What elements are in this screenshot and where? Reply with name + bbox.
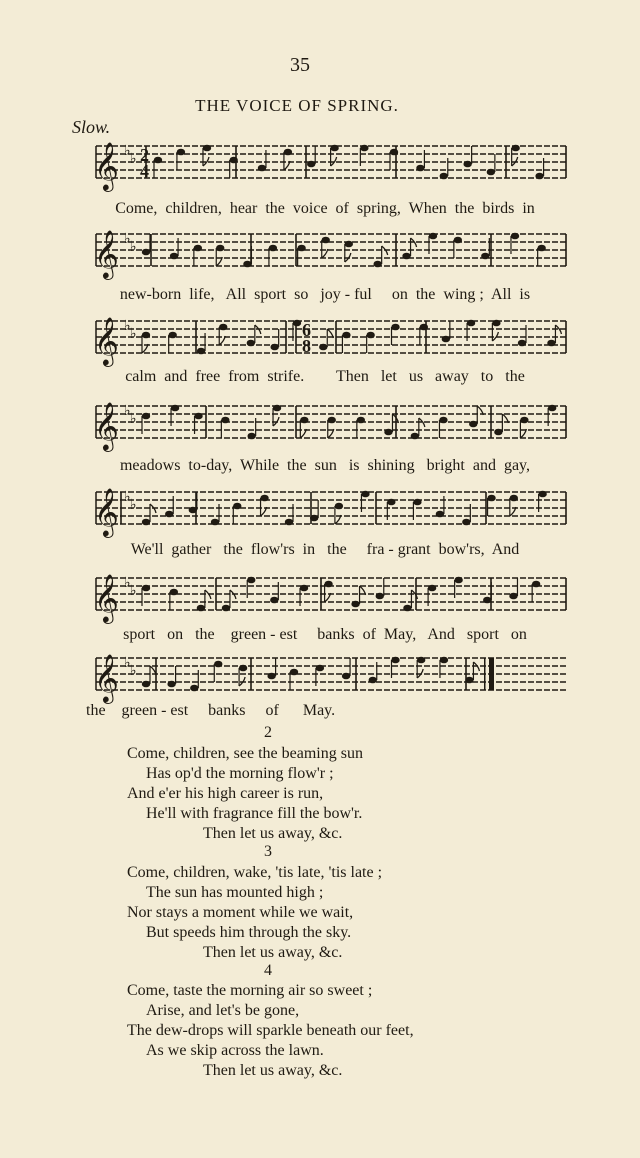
verse-line: Arise, and let's be gone,: [146, 1002, 300, 1019]
treble-clef-icon: 𝄞: [94, 487, 119, 536]
note-head: [171, 405, 179, 412]
staff-lines: [96, 400, 566, 448]
lyric-line-3: calm and free from strife. Then let us away to the: [125, 368, 525, 385]
lyric-line-2: new-born life, All sport so joy - ful on the wing ; All is: [119, 286, 531, 303]
note-head: [243, 261, 251, 268]
note-head: [197, 605, 205, 612]
treble-clef-icon: 𝄞: [94, 653, 119, 702]
time-signature: 6: [302, 320, 311, 340]
time-signature: 4: [140, 161, 149, 181]
note-head: [511, 233, 519, 240]
note-head: [258, 165, 266, 172]
verse-line: And e'er his high career is run,: [127, 785, 324, 802]
note-head: [335, 503, 343, 510]
note-head: [428, 585, 436, 592]
verse-line: As we skip across the lawn.: [146, 1042, 324, 1059]
note-head: [511, 145, 519, 152]
music-staff: [96, 228, 566, 276]
note-head: [463, 161, 471, 168]
note-head: [465, 677, 473, 684]
flat-icon: ♭: [130, 326, 137, 342]
note-head: [547, 340, 555, 347]
note-head: [293, 320, 301, 327]
note-head: [267, 673, 275, 680]
note-head: [532, 581, 540, 588]
verse-number: 4: [264, 962, 272, 979]
note-head: [487, 169, 495, 176]
verse-line: Has op'd the morning flow'r ;: [146, 765, 334, 782]
note-head: [384, 429, 392, 436]
verse-line: The dew-drops will sparkle beneath our feet,: [127, 1022, 414, 1039]
note-head: [290, 669, 298, 676]
note-head: [390, 149, 398, 156]
note-head: [216, 245, 224, 252]
note-head: [154, 157, 162, 164]
time-signature: 8: [302, 336, 311, 356]
verse-line: Nor stays a moment while we wait,: [127, 904, 354, 921]
verse-line: Come, taste the morning air so sweet ;: [127, 982, 373, 999]
final-bar-line: [489, 658, 494, 690]
note-head: [219, 324, 227, 331]
treble-clef-icon: 𝄞: [94, 141, 119, 190]
note-head: [319, 344, 327, 351]
note-head: [520, 417, 528, 424]
note-head: [342, 332, 350, 339]
staff-lines: [96, 228, 566, 276]
note-head: [324, 581, 332, 588]
lyric-line-6: sport on the green - est banks of May, And sport on: [123, 626, 527, 643]
note-head: [420, 324, 428, 331]
flat-icon: ♭: [130, 583, 137, 599]
note-head: [391, 657, 399, 664]
music-staff: [96, 315, 566, 363]
note-head: [203, 145, 211, 152]
flat-icon: ♭: [130, 411, 137, 427]
note-head: [467, 320, 475, 327]
note-head: [142, 519, 150, 526]
note-head: [411, 433, 419, 440]
note-head: [416, 165, 424, 172]
note-head: [310, 515, 318, 522]
note-head: [462, 519, 470, 526]
note-head: [357, 417, 365, 424]
page-number: 35: [290, 54, 310, 76]
note-head: [197, 348, 205, 355]
flat-icon: ♭: [130, 239, 137, 255]
note-head: [373, 261, 381, 268]
note-head: [387, 499, 395, 506]
note-head: [535, 173, 543, 180]
note-head: [439, 417, 447, 424]
note-head: [328, 417, 336, 424]
note-head: [194, 413, 202, 420]
flat-icon: ♭: [124, 655, 131, 671]
note-head: [454, 577, 462, 584]
note-head: [270, 344, 278, 351]
lyric-line-1: Come, children, hear the voice of spring, When the birds in: [115, 200, 535, 217]
note-head: [442, 336, 450, 343]
note-head: [247, 577, 255, 584]
verse-line: Then let us away, &c.: [203, 944, 343, 961]
note-head: [297, 245, 305, 252]
verse-line: The sun has mounted high ;: [146, 884, 324, 901]
staff-lines: [96, 652, 566, 700]
treble-clef-icon: 𝄞: [94, 229, 119, 278]
note-head: [247, 340, 255, 347]
note-head: [483, 597, 491, 604]
note-head: [247, 433, 255, 440]
tempo-marking: Slow.: [72, 117, 111, 137]
note-head: [142, 249, 150, 256]
note-head: [177, 149, 185, 156]
staff-lines: [96, 140, 566, 188]
flat-icon: ♭: [124, 318, 131, 334]
note-head: [260, 495, 268, 502]
note-head: [403, 605, 411, 612]
verse-line: Come, children, see the beaming sun: [127, 745, 363, 762]
note-head: [221, 417, 229, 424]
note-head: [170, 253, 178, 260]
note-head: [366, 332, 374, 339]
note-head: [342, 673, 350, 680]
note-head: [429, 233, 437, 240]
note-head: [165, 511, 173, 518]
note-head: [487, 495, 495, 502]
note-head: [142, 681, 150, 688]
note-head: [168, 332, 176, 339]
note-head: [189, 507, 197, 514]
verse-line: Then let us away, &c.: [203, 1062, 343, 1079]
note-head: [360, 145, 368, 152]
note-head: [233, 503, 241, 510]
note-head: [417, 657, 425, 664]
flat-icon: ♭: [124, 143, 131, 159]
note-head: [142, 413, 150, 420]
verse-line: But speeds him through the sky.: [146, 924, 352, 941]
note-head: [440, 657, 448, 664]
note-head: [330, 145, 338, 152]
note-head: [509, 593, 517, 600]
lyric-line-5: We'll gather the flow'rs in the fra - grant bow'rs, And: [130, 541, 520, 558]
note-head: [537, 245, 545, 252]
note-head: [548, 405, 556, 412]
note-head: [222, 605, 230, 612]
flat-icon: ♭: [130, 151, 137, 167]
note-head: [239, 665, 247, 672]
lyric-line-7: the green - est banks of May.: [86, 702, 336, 719]
flat-icon: ♭: [130, 663, 137, 679]
treble-clef-icon: 𝄞: [94, 401, 119, 450]
note-head: [469, 421, 477, 428]
note-head: [345, 241, 353, 248]
music-staff: [96, 572, 566, 620]
flat-icon: ♭: [124, 403, 131, 419]
note-head: [167, 681, 175, 688]
verse-line: He'll with fragrance fill the bow'r.: [146, 805, 363, 822]
treble-clef-icon: 𝄞: [94, 573, 119, 622]
note-head: [402, 253, 410, 260]
note-head: [413, 499, 421, 506]
note-head: [300, 585, 308, 592]
music-staff: [96, 486, 566, 534]
note-head: [229, 157, 237, 164]
song-title: THE VOICE OF SPRING.: [195, 96, 399, 115]
note-head: [273, 405, 281, 412]
note-head: [391, 324, 399, 331]
note-head: [494, 429, 502, 436]
flat-icon: ♭: [124, 575, 131, 591]
note-head: [307, 161, 315, 168]
note-head: [518, 340, 526, 347]
note-head: [369, 677, 377, 684]
note-head: [194, 245, 202, 252]
note-head: [492, 320, 500, 327]
music-staff: [96, 652, 566, 700]
music-staff: [96, 400, 566, 448]
note-head: [538, 491, 546, 498]
note-head: [351, 601, 359, 608]
flat-icon: ♭: [124, 231, 131, 247]
note-head: [284, 149, 292, 156]
verse-line: Come, children, wake, 'tis late, 'tis late ;: [127, 864, 383, 881]
note-head: [440, 173, 448, 180]
note-head: [454, 237, 462, 244]
time-signature: 2: [140, 145, 149, 165]
note-head: [322, 237, 330, 244]
note-head: [190, 685, 198, 692]
verse-line: Then let us away, &c.: [203, 825, 343, 842]
staff-lines: [96, 572, 566, 620]
note-head: [376, 593, 384, 600]
flat-icon: ♭: [130, 497, 137, 513]
treble-clef-icon: 𝄞: [94, 316, 119, 365]
note-head: [214, 661, 222, 668]
lyric-line-4: meadows to-day, While the sun is shining bright and gay,: [119, 457, 530, 474]
music-staff: [96, 140, 566, 188]
note-head: [142, 332, 150, 339]
note-head: [361, 491, 369, 498]
note-head: [142, 585, 150, 592]
note-head: [481, 253, 489, 260]
staff-lines: [96, 315, 566, 363]
verse-number: 3: [264, 843, 272, 860]
note-head: [300, 417, 308, 424]
note-head: [170, 589, 178, 596]
final-bar-line: [484, 658, 486, 690]
note-head: [211, 519, 219, 526]
note-head: [285, 519, 293, 526]
staff-lines: [96, 486, 566, 534]
note-head: [269, 245, 277, 252]
flat-icon: ♭: [124, 489, 131, 505]
note-head: [316, 665, 324, 672]
verse-number: 2: [264, 724, 272, 741]
note-head: [270, 597, 278, 604]
note-head: [510, 495, 518, 502]
note-head: [436, 511, 444, 518]
